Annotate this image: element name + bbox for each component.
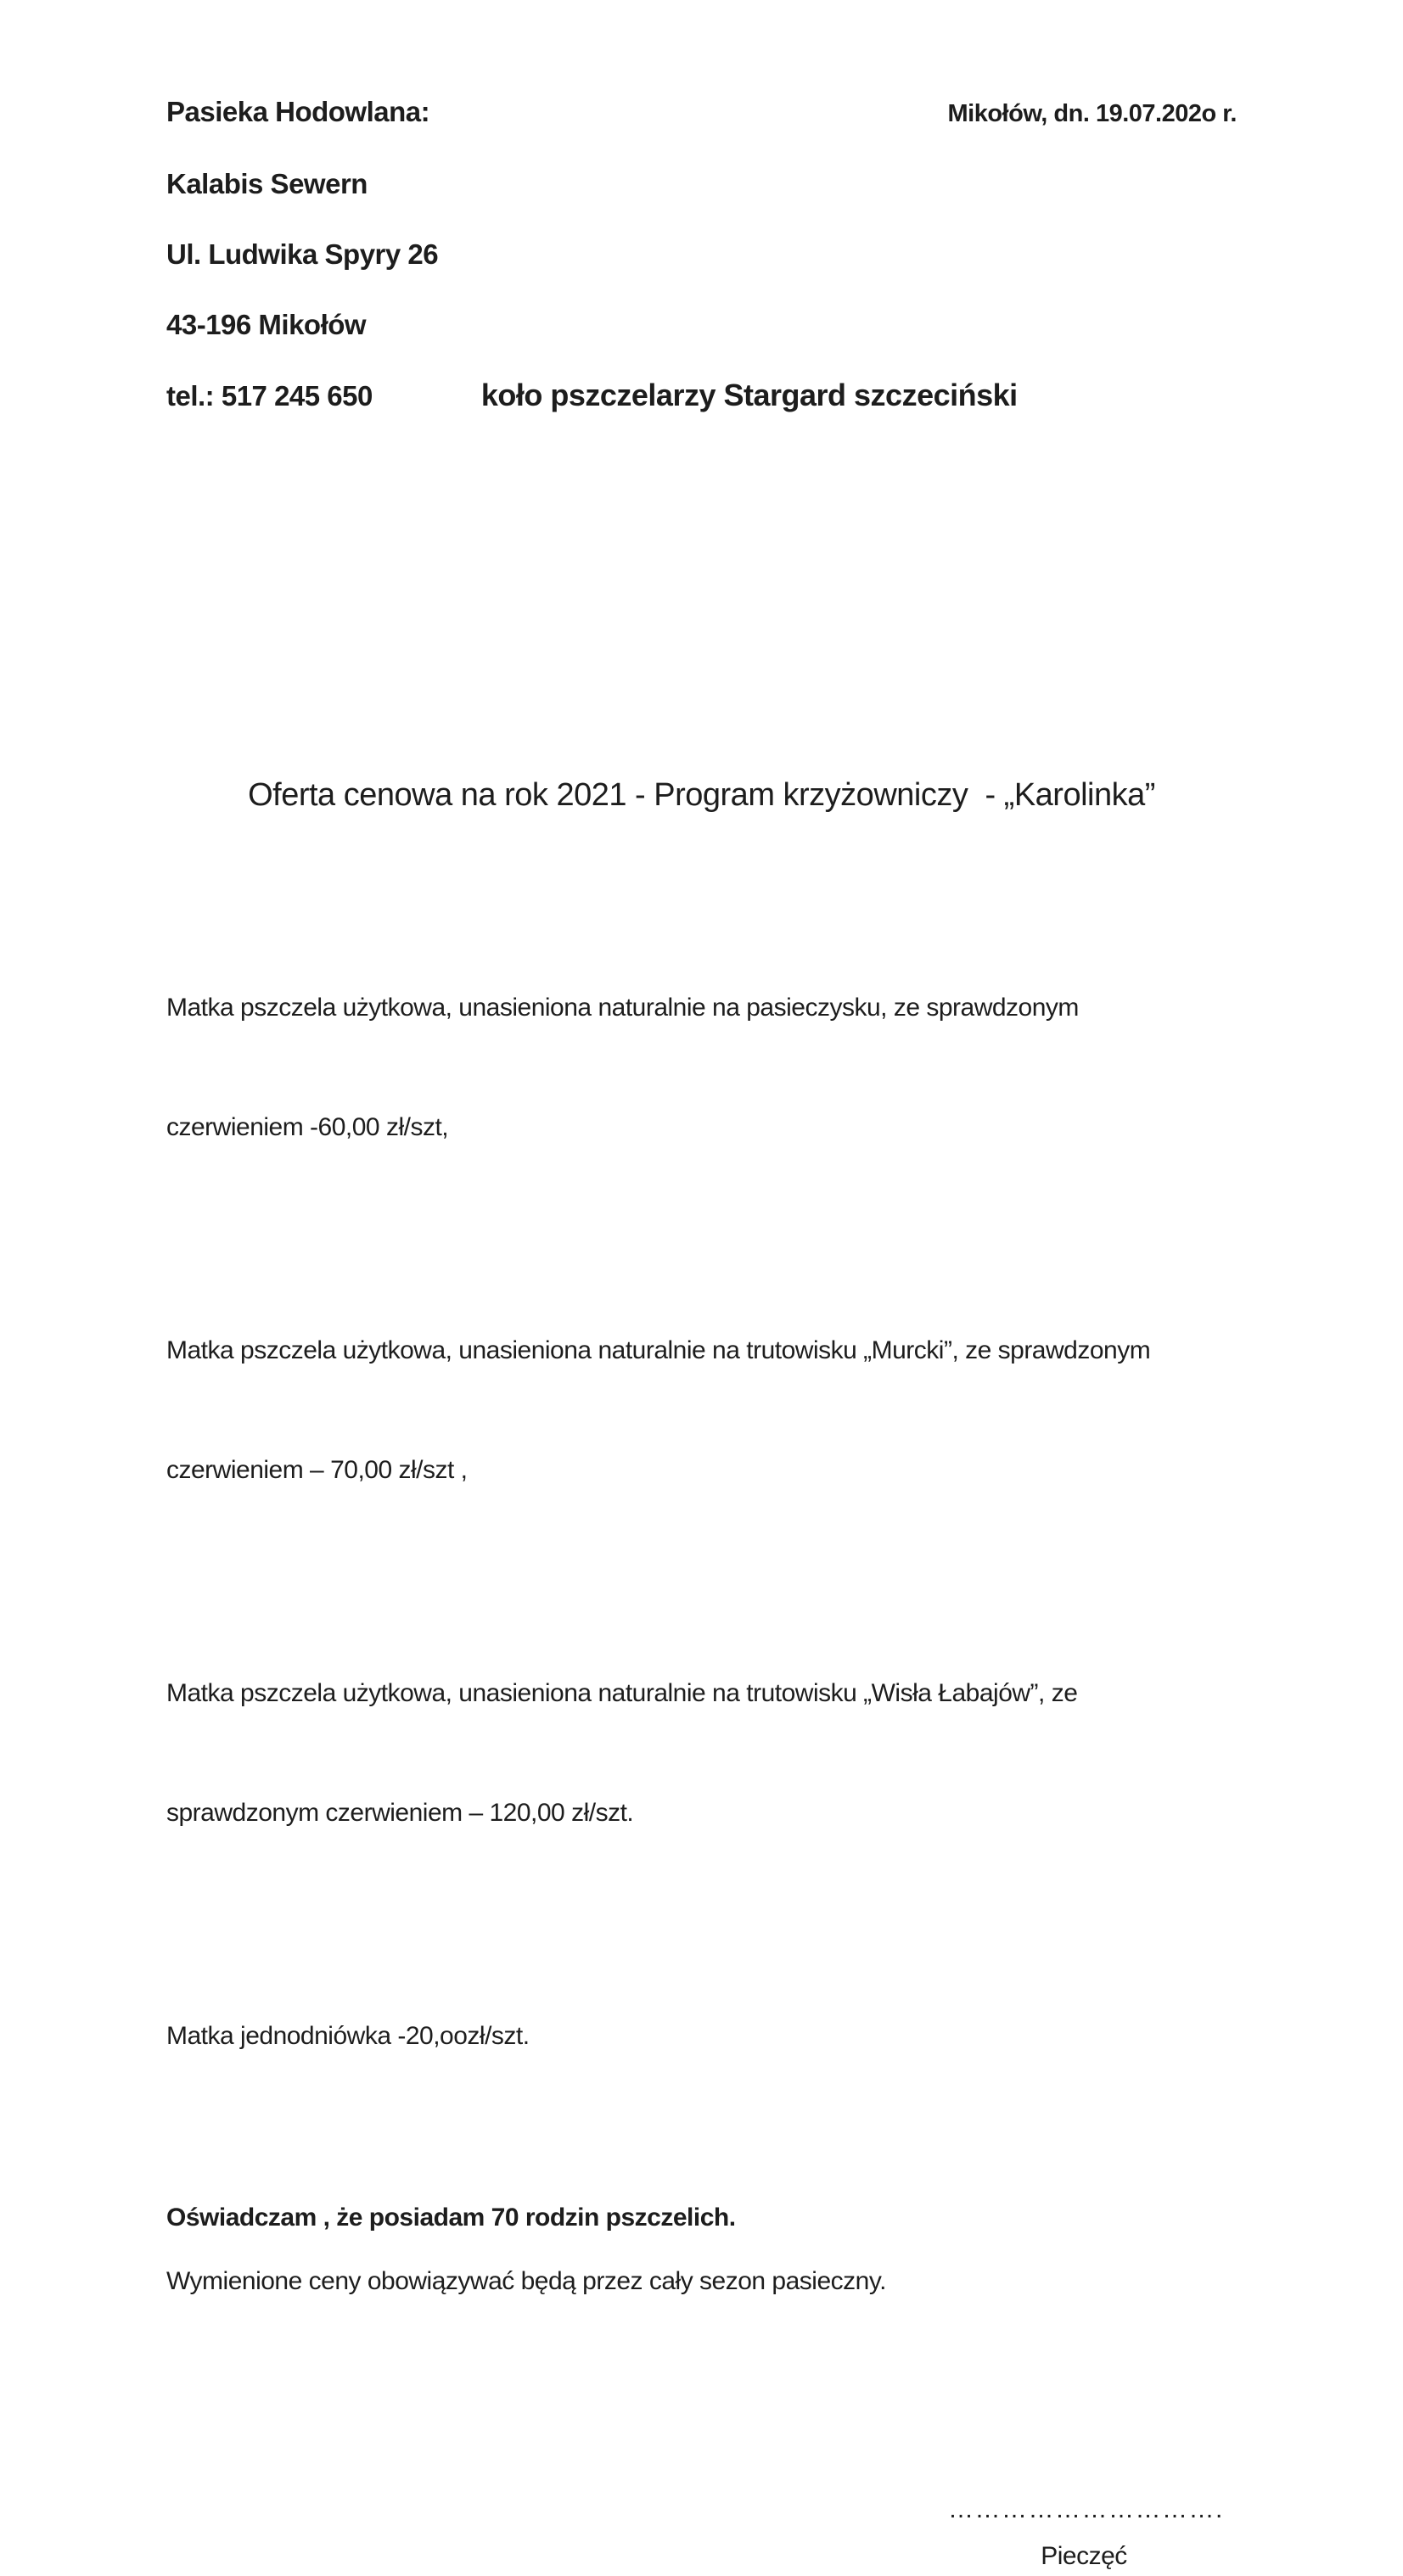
postal-city: 43-196 Mikołów [166, 309, 367, 340]
signature-dotted-line: …………………………. [948, 2495, 1224, 2523]
signature-block [948, 2489, 1224, 2576]
offer-item-line: czerwieniem – 70,00 zł/szt , [166, 1456, 468, 1484]
street-address: Ul. Ludwika Spyry 26 [166, 238, 439, 270]
document-content [166, 95, 1237, 2576]
offer-item [166, 1251, 1237, 1570]
offer-item-line: Matka pszczela użytkowa, unasieniona naturalnie na trutowisku „Wisła Łabajów”, ze [166, 1679, 1078, 1707]
offer-item [166, 1936, 1237, 2136]
declaration-statement: Oświadczam , że posiadam 70 rodzin pszczelich. [166, 2204, 736, 2232]
offer-item-line: sprawdzonym czerwieniem – 120,00 zł/szt. [166, 1799, 634, 1827]
stamp-label: Pieczęć [1041, 2542, 1127, 2570]
offer-item-line: czerwieniem -60,00 zł/szt, [166, 1113, 449, 1141]
validity-note: Wymienione ceny obowiązywać będą przez cały sezon pasieczny. [166, 2267, 886, 2295]
header-row-1 [166, 95, 1237, 131]
header-row-phone [166, 378, 1237, 413]
offer-item [166, 1593, 1237, 1912]
owner-name: Kalabis Sewern [166, 168, 368, 199]
offer-body [166, 908, 1237, 2301]
offer-item-line: Matka pszczela użytkowa, unasieniona naturalnie na pasieczysku, ze sprawdzonym [166, 994, 1079, 1022]
offer-item [166, 908, 1237, 1227]
apiary-label: Pasieka Hodowlana: [166, 96, 430, 127]
document-title: Oferta cenowa na rok 2021 - Program krzyżowniczy - „Karolinka” [248, 777, 1155, 813]
place-date: Mikołów, dn. 19.07.202o r. [947, 100, 1237, 127]
offer-item-line: Matka pszczela użytkowa, unasieniona naturalnie na trutowisku „Murcki”, ze sprawdzonym [166, 1336, 1151, 1364]
offer-item-line: Matka jednodniówka -20,oozł/szt. [166, 2022, 530, 2050]
association-name: koło pszczelarzy Stargard szczeciński [480, 378, 1018, 412]
phone-number: tel.: 517 245 650 [166, 380, 373, 412]
